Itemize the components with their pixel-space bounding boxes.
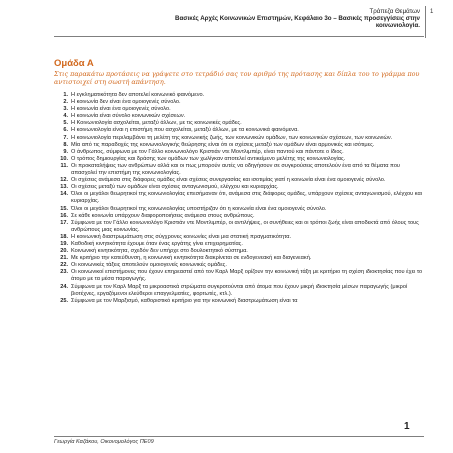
question-number: 4. — [63, 113, 68, 120]
question-text: Η κοινωνία είναι σύνολο κοινωνικών σχέσεων. — [71, 113, 186, 120]
header-bank-title: Τράπεζα Θεμάτων — [369, 8, 420, 15]
header-rule — [54, 36, 424, 37]
footer-author: Γεωργία Καζάκου, Οικονομολόγος ΠΕ09 — [54, 439, 154, 445]
question-text: Η κοινωνιολογία είναι η επιστήμη που ασχολείται, μεταξύ άλλων, με τα κοινωνικά φαινόμενα. — [71, 127, 299, 134]
question-text: Καθοδική κινητικότητα έχουμε όταν ένας εργάτης γίνει επιχειρηματίας. — [71, 240, 243, 247]
question-text: Μία από τις παραδοχές της κοινωνιολογικής θεώρησης είναι ότι οι σχέσεις μεταξύ των ομάδων είναι αρμονικές και ισότιμες. — [71, 141, 375, 148]
header-chapter-title-cont: κοινωνιολογία. — [375, 22, 420, 29]
question-text: Οι κοινωνικές τάξεις αποτελούν ομοιογενείς κοινωνικές ομάδες. — [71, 262, 227, 269]
question-number: 2. — [63, 99, 68, 106]
question-text: Σύμφωνα με τον Γάλλο κοινωνιολόγο Κριστιάν ντε Μοντλιμπέρ, οι αντιλήψεις, οι συνήθειες και οι τρόποι ζωής είναι αποδεκτά από όλους τους ανθρώπους μιας κοινωνίας. — [71, 219, 419, 233]
question-item — [54, 191, 424, 205]
question-number: 3. — [63, 106, 68, 113]
header-page-number: 1 — [430, 9, 434, 15]
header-divider — [425, 6, 426, 38]
question-text: Κοινωνική κινητικότητα, σχεδόν δεν υπήρχε στο δουλοκτητικό σύστημα. — [71, 248, 248, 255]
question-number: 21. — [60, 255, 68, 262]
question-text: Οι σχέσεις ανάμεσα στις διάφορες ομάδες είναι σχέσεις συνεργασίας και ισοτιμίας γιατί η κοινωνία είναι ένα ομοιογενές σύνολο. — [71, 177, 386, 184]
question-text: Η κοινωνία είναι ένα ομοιογενές σύνολο. — [71, 106, 171, 113]
question-text: Ο τρόπος δημιουργίας και δράσης των ομάδων των χωλίγκαν αποτελεί αντικείμενο μελέτης της κοινωνιολογίας. — [71, 155, 346, 162]
question-item — [54, 269, 424, 283]
section-title: Ομάδα Α — [54, 58, 94, 69]
question-number: 17. — [60, 219, 68, 226]
question-text: Η κοινωνία δεν είναι ένα ομοιογενές σύνολο. — [71, 99, 181, 106]
question-text: Η εγκληματικότητα δεν αποτελεί κοινωνικό φαινόμενο. — [71, 92, 205, 98]
question-item — [54, 220, 424, 234]
question-number: 11. — [60, 162, 68, 169]
question-item — [54, 127, 424, 134]
question-text: Ο άνθρωπος, σύμφωνα με τον Γάλλο κοινωνιολόγο Κριστιάν ντε Μοντλιμπέρ, είναι παντού και πάντοτε ο ίδιος. — [71, 148, 344, 155]
question-text: Σύμφωνα με τον Μαρξισμό, καθοριστικό κριτήριο για την κοινωνική διαστρωμάτωση είναι τα — [71, 297, 298, 304]
question-number: 5. — [63, 120, 68, 127]
question-text: Η Κοινωνιολογία ασχολείται, μεταξύ άλλων, με τις κοινωνικές ομάδες. — [71, 120, 242, 127]
question-number: 10. — [60, 155, 68, 162]
question-number: 13. — [60, 184, 68, 191]
footer-page-number: 1 — [404, 421, 410, 432]
question-text: Οι κοινωνικοί επιστήμονες που έχουν επηρεαστεί από τον Καρλ Μαρξ ορίζουν την κοινωνική τάξη με κριτήριο τη σχέση ιδιοκτησίας που έχει το άτομο με τα μέσα παραγωγής. — [71, 269, 423, 283]
question-number: 18. — [60, 233, 68, 240]
question-number: 7. — [63, 134, 68, 141]
question-text: Η κοινωνιολογία περιλαμβάνει τη μελέτη της κοινωνικής ζωής, των κοινωνικών ομάδων, των κοινωνικών σχέσεων, των κοινωνιών. — [71, 134, 393, 141]
question-number: 20. — [60, 248, 68, 255]
question-item — [54, 213, 424, 220]
question-item — [54, 234, 424, 241]
question-number: 6. — [63, 127, 68, 134]
question-number: 19. — [60, 240, 68, 247]
question-number: 25. — [60, 297, 68, 304]
question-list — [54, 92, 424, 305]
question-item — [54, 156, 424, 163]
question-item — [54, 241, 424, 248]
question-number: 22. — [60, 262, 68, 269]
question-text: Όλοι οι μεγάλοι θεωρητικοί της κοινωνιολογίας επεσήμαναν ότι, ανάμεσα στις διάφορες ομάδες, υπάρχουν σχέσεις ανταγωνισμού, ελέγχου και κυριαρχίας. — [71, 191, 422, 205]
question-number: 9. — [63, 148, 68, 155]
page-header — [60, 8, 420, 29]
question-number: 12. — [60, 177, 68, 184]
section-instructions: Στις παρακάτω προτάσεις να γράψετε στο τετράδιό σας τον αριθμό της πρότασης και δίπλα του το γράμμα που αντιστοιχεί στη σωστή απάντηση. — [54, 70, 420, 86]
question-item — [54, 142, 424, 149]
question-item — [54, 149, 424, 156]
question-text: Οι σχέσεις μεταξύ των ομάδων είναι σχέσεις ανταγωνισμού, ελέγχου και κυριαρχίας. — [71, 184, 279, 191]
question-text: Σύμφωνα με τον Καρλ Μαρξ τα μικροαστικά στρώματα συγκροτούνται από άτομα που έχουν μικρή ιδιοκτησία μέσων παραγωγής (μικροί βιοτέχνες, εργαζόμενοι ελεύθεροι επαγγελματίες, φορτωτές, κτλ.). — [71, 283, 408, 297]
question-item — [54, 298, 424, 305]
question-number: 16. — [60, 212, 68, 219]
question-number: 14. — [60, 191, 68, 198]
question-item — [54, 206, 424, 213]
question-text: Όλοι οι μεγάλοι θεωρητικοί της κοινωνιολογίας υποστήριζαν ότι η κοινωνία είναι ένα ομοιογενές σύνολο. — [71, 205, 327, 212]
question-item — [54, 284, 424, 298]
question-number: 24. — [60, 283, 68, 290]
question-text: Με κριτήριο την κατεύθυνση, η κοινωνική κινητικότητα διακρίνεται σε ενδογενεακή και διαγενεακή. — [71, 255, 312, 262]
question-text: Σε κάθε κοινωνία υπάρχουν διαφοροποιήσεις ανάμεσα στους ανθρώπους. — [71, 212, 255, 219]
header-chapter-title: Βασικές Αρχές Κοινωνικών Επιστημών, Κεφάλαιο 3ο – Βασικές προσεγγίσεις στην — [175, 15, 420, 22]
question-number: 8. — [63, 141, 68, 148]
question-text: Η κοινωνική διαστρωμάτωση στις σύγχρονες κοινωνίες είναι μια στατική πραγματικότητα. — [71, 233, 292, 240]
question-number: 1. — [63, 92, 68, 98]
question-item — [54, 135, 424, 142]
question-item — [54, 163, 424, 177]
question-number: 23. — [60, 269, 68, 276]
question-number: 15. — [60, 205, 68, 212]
footer-rule — [54, 436, 424, 437]
question-text: Οι προκαταλήψεις των ανθρώπων αλλά και οι πως μπορούν αυτές να οδηγήσουν σε συγκρούσεις αποτελούν ένα από τα θέματα που απασχολεί την επιστήμη της κοινωνιολογίας. — [71, 162, 400, 177]
